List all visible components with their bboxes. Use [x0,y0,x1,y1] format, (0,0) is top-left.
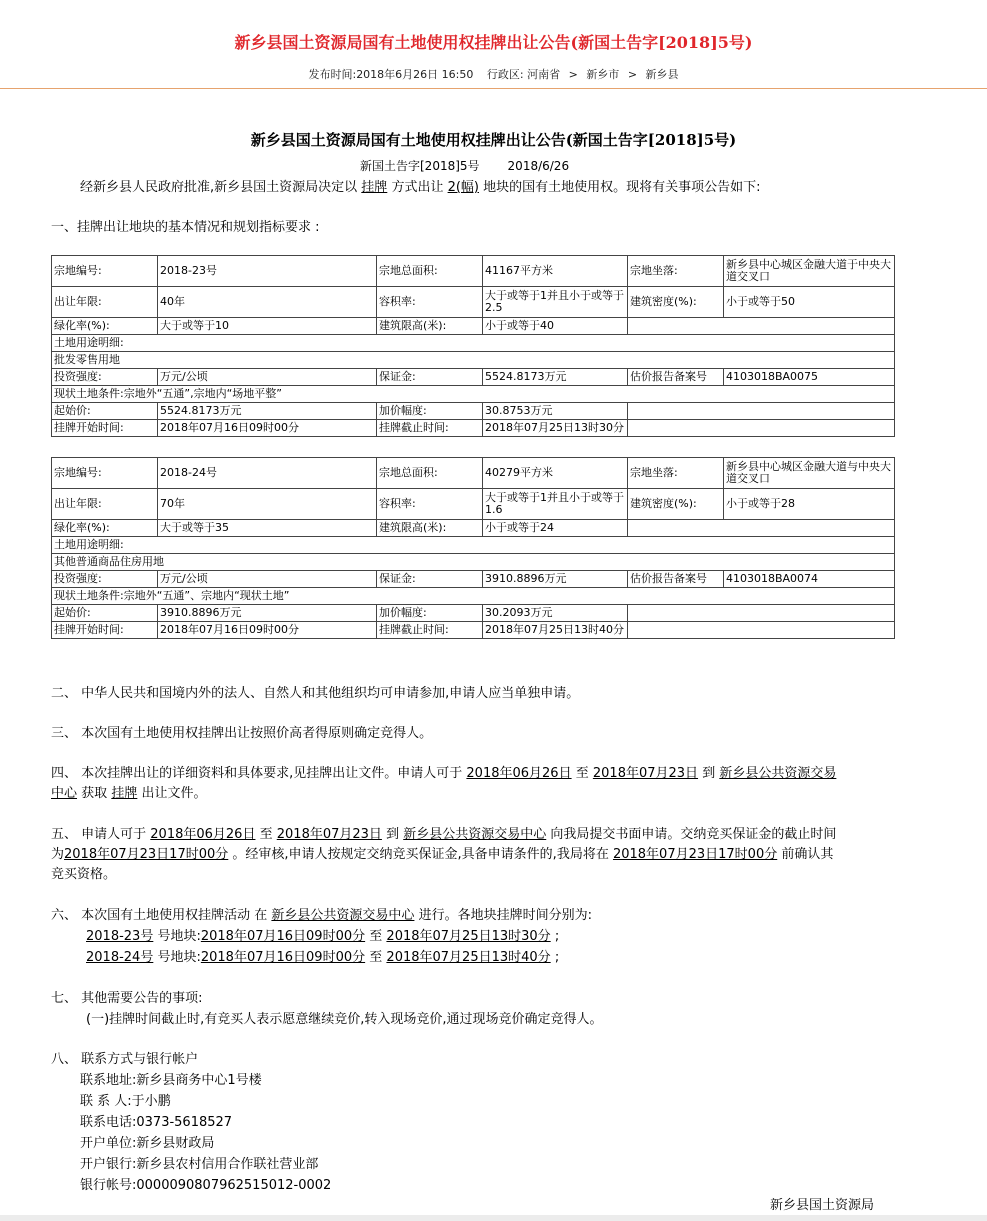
plot-density: 小于或等于50 [724,287,895,318]
table-row [52,420,895,437]
region-link-city[interactable]: 新乡市 [586,68,620,81]
schedule-end-mark: ; [554,950,560,965]
empty-cell [628,420,895,437]
section-1-heading: 一、挂牌出让地块的基本情况和规划指标要求 : [51,220,320,235]
date-end: 2018年07月23日 [592,766,699,781]
section-text: 到 [702,766,716,781]
section-text: 至 [259,827,273,842]
section-4 [51,762,836,781]
label-area: 宗地总面积: [377,256,483,287]
plot-start-time: 2018年07月16日09时00分 [158,420,377,437]
section-7-item: (一)挂牌时间截止时,有竞买人表示愿意继续竞价,转入现场竞价,通过现场竞价确定竞得人。 [86,1012,603,1027]
schedule-end-mark: ; [554,929,560,944]
section-text: 。经审核,申请人按规定交纳竞买保证金,具备申请条件的,我局将在 [232,847,609,862]
label-term: 出让年限: [52,489,158,520]
section-text: 到 [386,827,400,842]
table-row [52,537,895,554]
plot-far: 大于或等于1并且小于或等于1.6 [483,489,628,520]
label-start-price: 起始价: [52,403,158,420]
chevron-right-icon: > [627,68,638,81]
document-number: 新国土告字[2018]5号 [360,159,480,173]
schedule-row [86,946,559,965]
section-text: 向我局提交书面申请。交纳竞买保证金的截止时间 [550,827,837,842]
intro-text: 经新乡县人民政府批准,新乡县国土资源局决定以 [80,180,358,195]
bottom-bar [0,1215,987,1221]
section-6 [51,904,592,923]
plot-increment: 30.8753万元 [483,403,628,420]
publish-time: 2018年6月26日 16:50 [356,68,474,81]
plot-invest: 万元/公顷 [158,369,377,386]
schedule-end: 2018年07月25日13时30分 [386,929,551,944]
label-end-time: 挂牌截止时间: [377,420,483,437]
region-link-county[interactable]: 新乡县 [645,68,679,81]
plot-height: 小于或等于40 [483,318,628,335]
document-date: 2018/6/26 [507,159,570,173]
label-increment: 加价幅度: [377,403,483,420]
section-5-end: 竞买资格。 [51,867,117,882]
schedule-start: 2018年07月16日09时00分 [200,950,366,965]
table-row [52,588,895,605]
label-use-detail: 土地用途明细: [52,335,895,352]
schedule-to: 至 [369,950,383,965]
date-start: 2018年06月26日 [150,827,256,842]
section-text: 为 [51,847,65,862]
schedule-code: 2018-23号 [86,929,154,944]
empty-cell [628,605,895,622]
plot-appraisal: 4103018BA0075 [724,369,895,386]
plot-code: 2018-24号 [158,458,377,489]
label-invest: 投资强度: [52,571,158,588]
date-start: 2018年06月26日 [466,766,572,781]
schedule-to: 至 [369,929,383,944]
section-5 [51,823,836,842]
label-deposit: 保证金: [377,571,483,588]
plot-start-price: 5524.8173万元 [158,403,377,420]
publish-label: 发布时间: [308,68,357,81]
table-row [52,489,895,520]
date-end: 2018年07月23日 [276,827,382,842]
schedule-row [86,925,559,944]
label-start-time: 挂牌开始时间: [52,420,158,437]
plot-height: 小于或等于24 [483,520,628,537]
plot-condition: 现状土地条件:宗地外“五通”,宗地内“场地平整” [52,386,895,403]
section-4-cont [51,782,206,801]
plot-end-time: 2018年07月25日13时30分 [483,420,628,437]
section-text: 四、 本次挂牌出让的详细资料和具体要求,见挂牌出让文件。申请人可于 [51,766,463,781]
contact-line: 联系电话:0373-5618527 [80,1115,233,1130]
table-row [52,571,895,588]
table-row [52,352,895,369]
table-row [52,403,895,420]
region-link-province[interactable]: 河南省 [527,68,561,81]
label-increment: 加价幅度: [377,605,483,622]
empty-cell [628,520,895,537]
plot-term: 40年 [158,287,377,318]
schedule-label: 号地块: [157,929,201,944]
table-row [52,318,895,335]
plot-start-price: 3910.8896万元 [158,605,377,622]
plot-area: 40279平方米 [483,458,628,489]
method-text: 挂牌 [111,786,138,801]
plot-green: 大于或等于10 [158,318,377,335]
table-row [52,256,895,287]
table-row [52,458,895,489]
section-8: 八、 联系方式与银行帐户 [51,1052,199,1067]
empty-cell [628,622,895,639]
plot-deposit: 5524.8173万元 [483,369,628,386]
intro-text: 地块的国有土地使用权。现将有关事项公告如下: [483,180,761,195]
schedule-start: 2018年07月16日09时00分 [200,929,366,944]
schedule-code: 2018-24号 [86,950,154,965]
label-density: 建筑密度(%): [628,287,724,318]
publish-meta [0,66,987,82]
label-appraisal: 估价报告备案号 [628,571,724,588]
plot-invest: 万元/公顷 [158,571,377,588]
table-row [52,605,895,622]
schedule-end: 2018年07月25日13时40分 [386,950,551,965]
intro-paragraph [80,176,761,195]
section-text: 六、 本次国有土地使用权挂牌活动 在 [51,908,268,923]
plot-condition: 现状土地条件:宗地外“五通”、宗地内“现状土地” [52,588,895,605]
chevron-right-icon: > [568,68,578,81]
empty-cell [628,403,895,420]
section-2: 二、 中华人民共和国境内外的法人、自然人和其他组织均可申请参加,申请人应当单独申请。 [51,686,580,701]
section-text: 前确认其 [781,847,834,862]
plot-green: 大于或等于35 [158,520,377,537]
signature: 新乡县国土资源局 [770,1198,875,1213]
label-green: 绿化率(%): [52,520,158,537]
confirm-time: 2018年07月23日17时00分 [612,847,778,862]
section-text: 获取 [81,786,108,801]
intro-count: 2(幅) [447,180,480,195]
section-text: 进行。各地块挂牌时间分别为: [418,908,592,923]
plot-use: 批发零售用地 [52,352,895,369]
label-invest: 投资强度: [52,369,158,386]
plot-end-time: 2018年07月25日13时40分 [483,622,628,639]
contact-line: 联系地址:新乡县商务中心1号楼 [80,1073,262,1088]
contact-line: 开户单位:新乡县财政局 [80,1136,215,1151]
plot-density: 小于或等于28 [724,489,895,520]
section-text: 出让文件。 [141,786,207,801]
plot-table [51,457,895,639]
document-title: 新乡县国土资源局国有土地使用权挂牌出让公告(新国土告字[2018]5号) [250,131,737,149]
label-height: 建筑限高(米): [377,318,483,335]
plot-use: 其他普通商品住房用地 [52,554,895,571]
label-start-time: 挂牌开始时间: [52,622,158,639]
page-title: 新乡县国土资源局国有土地使用权挂牌出让公告(新国土告字[2018]5号) [234,33,753,52]
table-row [52,520,895,537]
plot-appraisal: 4103018BA0074 [724,571,895,588]
section-text: 五、 申请人可于 [51,827,147,842]
label-location: 宗地坐落: [628,256,724,287]
section-5-cont [51,843,833,862]
label-location: 宗地坐落: [628,458,724,489]
plot-deposit: 3910.8896万元 [483,571,628,588]
empty-cell [628,318,895,335]
document-number-line [360,157,597,174]
label-height: 建筑限高(米): [377,520,483,537]
label-appraisal: 估价报告备案号 [628,369,724,386]
table-row [52,287,895,318]
table-row [52,335,895,352]
region-label: 行政区: [486,68,524,81]
plot-location: 新乡县中心城区金融大道于中央大道交叉口 [724,256,895,287]
label-green: 绿化率(%): [52,318,158,335]
plot-location: 新乡县中心城区金融大道与中央大道交叉口 [724,458,895,489]
table-row [52,386,895,403]
plot-far: 大于或等于1并且小于或等于2.5 [483,287,628,318]
label-start-price: 起始价: [52,605,158,622]
plot-term: 70年 [158,489,377,520]
label-area: 宗地总面积: [377,458,483,489]
label-code: 宗地编号: [52,458,158,489]
place-link: 新乡县公共资源交易 [719,766,837,781]
intro-text: 方式出让 [391,180,444,195]
plot-start-time: 2018年07月16日09时00分 [158,622,377,639]
plot-table [51,255,895,437]
deadline-time: 2018年07月23日17时00分 [64,847,229,862]
place-link: 新乡县公共资源交易中心 [271,908,415,923]
header-divider [0,88,987,89]
table-row [52,369,895,386]
label-far: 容积率: [377,489,483,520]
intro-method: 挂牌 [361,180,388,195]
place-link: 新乡县公共资源交易中心 [403,827,547,842]
label-use-detail: 土地用途明细: [52,537,895,554]
table-row [52,554,895,571]
label-end-time: 挂牌截止时间: [377,622,483,639]
plot-increment: 30.2093万元 [483,605,628,622]
section-3: 三、 本次国有土地使用权挂牌出让按照价高者得原则确定竞得人。 [51,726,433,741]
label-code: 宗地编号: [52,256,158,287]
label-density: 建筑密度(%): [628,489,724,520]
contact-line: 联 系 人:于小鹏 [80,1094,171,1109]
contact-line: 开户银行:新乡县农村信用合作联社营业部 [80,1157,319,1172]
contact-line: 银行帐号:0000090807962515012-0002 [80,1178,332,1193]
section-text: 至 [575,766,589,781]
label-far: 容积率: [377,287,483,318]
label-deposit: 保证金: [377,369,483,386]
section-7: 七、 其他需要公告的事项: [51,991,203,1006]
plot-code: 2018-23号 [158,256,377,287]
schedule-label: 号地块: [157,950,201,965]
table-row [52,622,895,639]
plot-area: 41167平方米 [483,256,628,287]
place-link: 中心 [51,786,78,801]
label-term: 出让年限: [52,287,158,318]
